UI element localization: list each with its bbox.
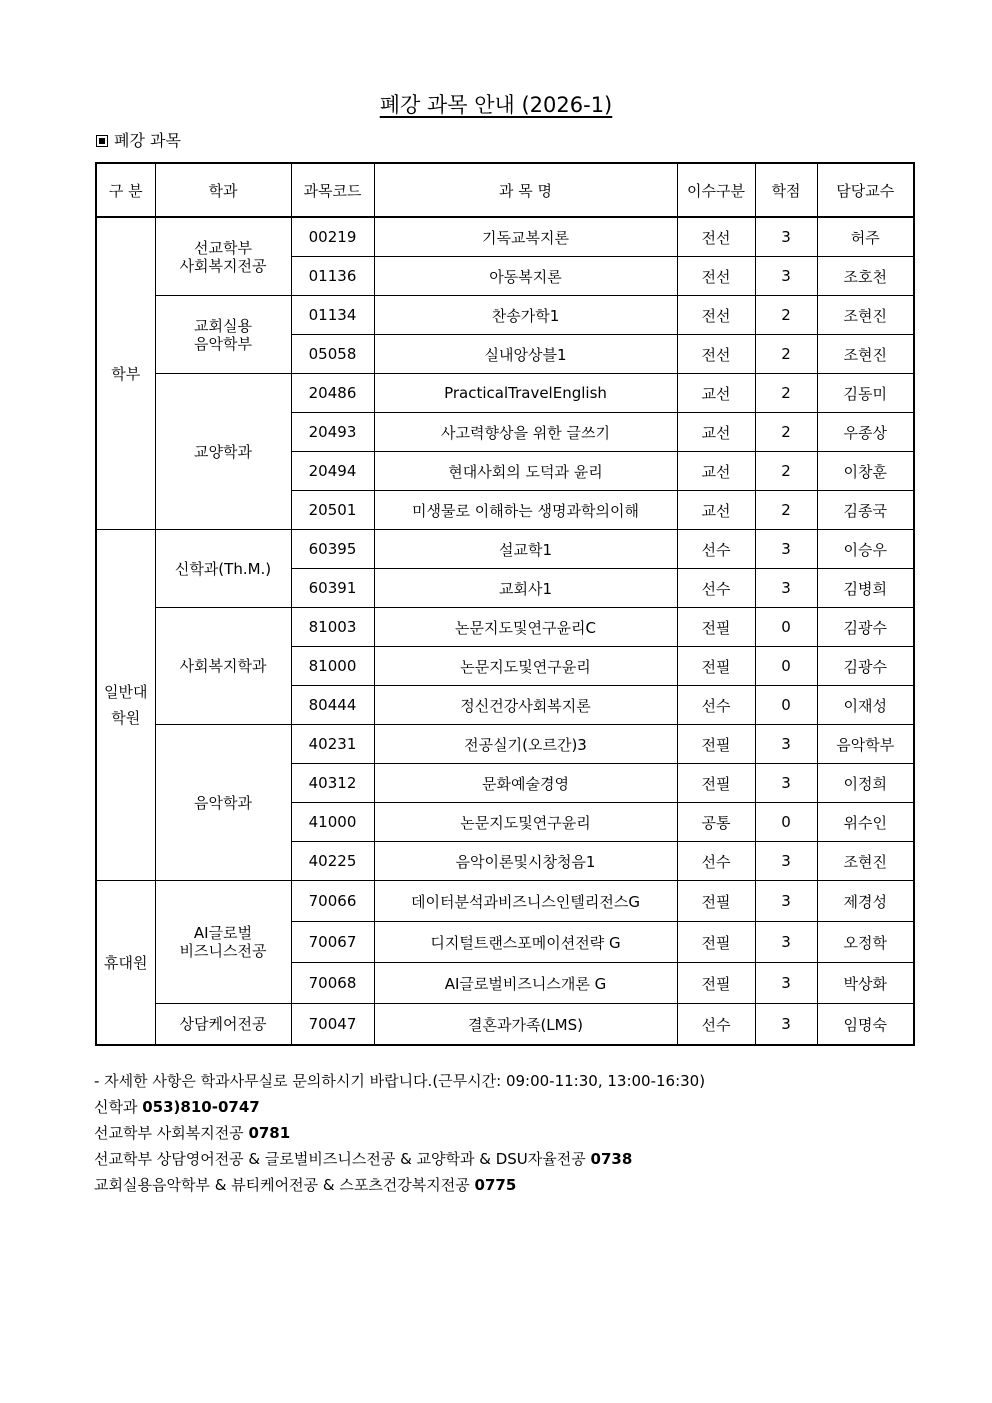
credit-cell: 0 [755, 608, 817, 647]
credit-cell: 3 [755, 1004, 817, 1046]
professor-cell: 김광수 [817, 647, 914, 686]
table-header-row [96, 163, 914, 217]
column-header: 과 목 명 [374, 163, 677, 217]
credit-cell: 2 [755, 413, 817, 452]
professor-cell: 우종상 [817, 413, 914, 452]
professor-cell: 허주 [817, 217, 914, 257]
course-name-cell: 정신건강사회복지론 [374, 686, 677, 725]
table-row [96, 725, 914, 764]
credit-cell: 2 [755, 296, 817, 335]
section-heading [96, 128, 181, 154]
credit-cell: 3 [755, 764, 817, 803]
contact-phone: 0781 [248, 1124, 291, 1142]
column-header: 학점 [755, 163, 817, 217]
course-type-cell: 선수 [677, 530, 755, 569]
course-name-cell: 미생물로 이해하는 생명과학의이해 [374, 491, 677, 530]
professor-cell: 이승우 [817, 530, 914, 569]
course-code-cell: 70066 [291, 881, 374, 922]
department-cell: 상담케어전공 [155, 1004, 291, 1046]
column-header: 담당교수 [817, 163, 914, 217]
credit-cell: 2 [755, 374, 817, 413]
credit-cell: 0 [755, 647, 817, 686]
professor-cell: 조현진 [817, 296, 914, 335]
course-code-cell: 20501 [291, 491, 374, 530]
professor-cell: 오정학 [817, 922, 914, 963]
contact-phone: 0738 [590, 1150, 633, 1168]
credit-cell: 0 [755, 803, 817, 842]
professor-cell: 김동미 [817, 374, 914, 413]
course-name-cell: 논문지도및연구윤리 [374, 803, 677, 842]
professor-cell: 조현진 [817, 842, 914, 881]
course-code-cell: 70068 [291, 963, 374, 1004]
column-header: 이수구분 [677, 163, 755, 217]
professor-cell: 김광수 [817, 608, 914, 647]
course-name-cell: 문화예술경영 [374, 764, 677, 803]
course-name-cell: 기독교복지론 [374, 217, 677, 257]
notes-line [94, 1094, 705, 1120]
credit-cell: 2 [755, 452, 817, 491]
course-type-cell: 전선 [677, 217, 755, 257]
department-cell: 교양학과 [155, 374, 291, 530]
course-code-cell: 40225 [291, 842, 374, 881]
column-header: 학과 [155, 163, 291, 217]
professor-cell: 김병희 [817, 569, 914, 608]
course-name-cell: PracticalTravelEnglish [374, 374, 677, 413]
course-type-cell: 전필 [677, 963, 755, 1004]
course-type-cell: 전선 [677, 335, 755, 374]
course-name-cell: 교회사1 [374, 569, 677, 608]
credit-cell: 3 [755, 881, 817, 922]
professor-cell: 조현진 [817, 335, 914, 374]
course-name-cell: 결혼과가족(LMS) [374, 1004, 677, 1046]
course-type-cell: 전필 [677, 608, 755, 647]
course-code-cell: 20494 [291, 452, 374, 491]
notes-line [94, 1120, 705, 1146]
contact-phone: 0775 [474, 1176, 517, 1194]
table-row [96, 881, 914, 922]
course-code-cell: 41000 [291, 803, 374, 842]
contact-notes [94, 1068, 705, 1198]
department-cell: AI글로벌 비즈니스전공 [155, 881, 291, 1004]
professor-cell: 위수인 [817, 803, 914, 842]
course-code-cell: 80444 [291, 686, 374, 725]
department-cell: 사회복지학과 [155, 608, 291, 725]
credit-cell: 3 [755, 842, 817, 881]
course-code-cell: 20486 [291, 374, 374, 413]
notes-line [94, 1172, 705, 1198]
course-code-cell: 01136 [291, 257, 374, 296]
professor-cell: 제경성 [817, 881, 914, 922]
course-name-cell: 사고력향상을 위한 글쓰기 [374, 413, 677, 452]
course-type-cell: 전선 [677, 296, 755, 335]
course-name-cell: 찬송가학1 [374, 296, 677, 335]
professor-cell: 이정희 [817, 764, 914, 803]
course-type-cell: 교선 [677, 491, 755, 530]
course-name-cell: 논문지도및연구윤리 [374, 647, 677, 686]
course-type-cell: 공통 [677, 803, 755, 842]
course-type-cell: 선수 [677, 842, 755, 881]
contact-label: 신학과 [94, 1098, 143, 1116]
table-row [96, 217, 914, 257]
course-code-cell: 40231 [291, 725, 374, 764]
course-name-cell: 설교학1 [374, 530, 677, 569]
professor-cell: 음악학부 [817, 725, 914, 764]
credit-cell: 0 [755, 686, 817, 725]
course-type-cell: 교선 [677, 452, 755, 491]
notes-line [94, 1146, 705, 1172]
course-code-cell: 01134 [291, 296, 374, 335]
course-code-cell: 70067 [291, 922, 374, 963]
credit-cell: 2 [755, 491, 817, 530]
course-name-cell: 음악이론및시창청음1 [374, 842, 677, 881]
column-header: 구 분 [96, 163, 155, 217]
course-type-cell: 교선 [677, 374, 755, 413]
course-type-cell: 전선 [677, 257, 755, 296]
professor-cell: 임명숙 [817, 1004, 914, 1046]
professor-cell: 조호천 [817, 257, 914, 296]
department-cell: 신학과(Th.M.) [155, 530, 291, 608]
course-code-cell: 81000 [291, 647, 374, 686]
credit-cell: 3 [755, 963, 817, 1004]
notes-line [94, 1068, 705, 1094]
division-cell: 학부 [96, 217, 155, 530]
course-type-cell: 전필 [677, 922, 755, 963]
credit-cell: 3 [755, 725, 817, 764]
course-name-cell: AI글로벌비즈니스개론 G [374, 963, 677, 1004]
course-type-cell: 전필 [677, 725, 755, 764]
page-title: 폐강 과목 안내 (2026-1) [379, 93, 613, 117]
table-row [96, 374, 914, 413]
section-label: 폐강 과목 [114, 131, 181, 150]
course-name-cell: 데이터분석과비즈니스인텔리전스G [374, 881, 677, 922]
table-row [96, 530, 914, 569]
notes-office-hours: - 자세한 사항은 학과사무실로 문의하시기 바랍니다.(근무시간: 09:00-11:30, 13:00-16:30) [94, 1072, 706, 1090]
division-cell: 휴대원 [96, 881, 155, 1046]
column-header: 과목코드 [291, 163, 374, 217]
credit-cell: 3 [755, 217, 817, 257]
division-cell: 일반대 학원 [96, 530, 155, 881]
course-type-cell: 교선 [677, 413, 755, 452]
department-cell: 음악학과 [155, 725, 291, 881]
course-code-cell: 20493 [291, 413, 374, 452]
course-name-cell: 실내앙상블1 [374, 335, 677, 374]
credit-cell: 3 [755, 530, 817, 569]
contact-label: 선교학부 상담영어전공 & 글로벌비즈니스전공 & 교양학과 & DSU자율전공 [94, 1150, 591, 1168]
table-body [96, 217, 914, 1045]
course-name-cell: 아동복지론 [374, 257, 677, 296]
contact-label: 교회실용음악학부 & 뷰티케어전공 & 스포츠건강복지전공 [94, 1176, 475, 1194]
table-row [96, 608, 914, 647]
professor-cell: 김종국 [817, 491, 914, 530]
course-type-cell: 선수 [677, 569, 755, 608]
course-name-cell: 디지털트랜스포메이션전략 G [374, 922, 677, 963]
course-name-cell: 전공실기(오르간)3 [374, 725, 677, 764]
course-code-cell: 00219 [291, 217, 374, 257]
department-cell: 선교학부 사회복지전공 [155, 217, 291, 296]
credit-cell: 3 [755, 569, 817, 608]
course-code-cell: 40312 [291, 764, 374, 803]
professor-cell: 이창훈 [817, 452, 914, 491]
department-cell: 교회실용 음악학부 [155, 296, 291, 374]
course-code-cell: 60391 [291, 569, 374, 608]
course-type-cell: 전필 [677, 764, 755, 803]
course-type-cell: 전필 [677, 881, 755, 922]
course-name-cell: 현대사회의 도덕과 윤리 [374, 452, 677, 491]
course-type-cell: 전필 [677, 647, 755, 686]
course-code-cell: 70047 [291, 1004, 374, 1046]
table-row [96, 1004, 914, 1046]
course-code-cell: 60395 [291, 530, 374, 569]
contact-label: 선교학부 사회복지전공 [94, 1124, 249, 1142]
course-type-cell: 선수 [677, 686, 755, 725]
credit-cell: 3 [755, 257, 817, 296]
contact-phone: 053)810-0747 [142, 1098, 260, 1116]
credit-cell: 3 [755, 922, 817, 963]
course-type-cell: 선수 [677, 1004, 755, 1046]
table-row [96, 296, 914, 335]
course-code-cell: 05058 [291, 335, 374, 374]
professor-cell: 이재성 [817, 686, 914, 725]
closed-courses-table [95, 162, 915, 1046]
credit-cell: 2 [755, 335, 817, 374]
square-bullet-icon [96, 135, 108, 147]
course-name-cell: 논문지도및연구윤리C [374, 608, 677, 647]
course-code-cell: 81003 [291, 608, 374, 647]
professor-cell: 박상화 [817, 963, 914, 1004]
